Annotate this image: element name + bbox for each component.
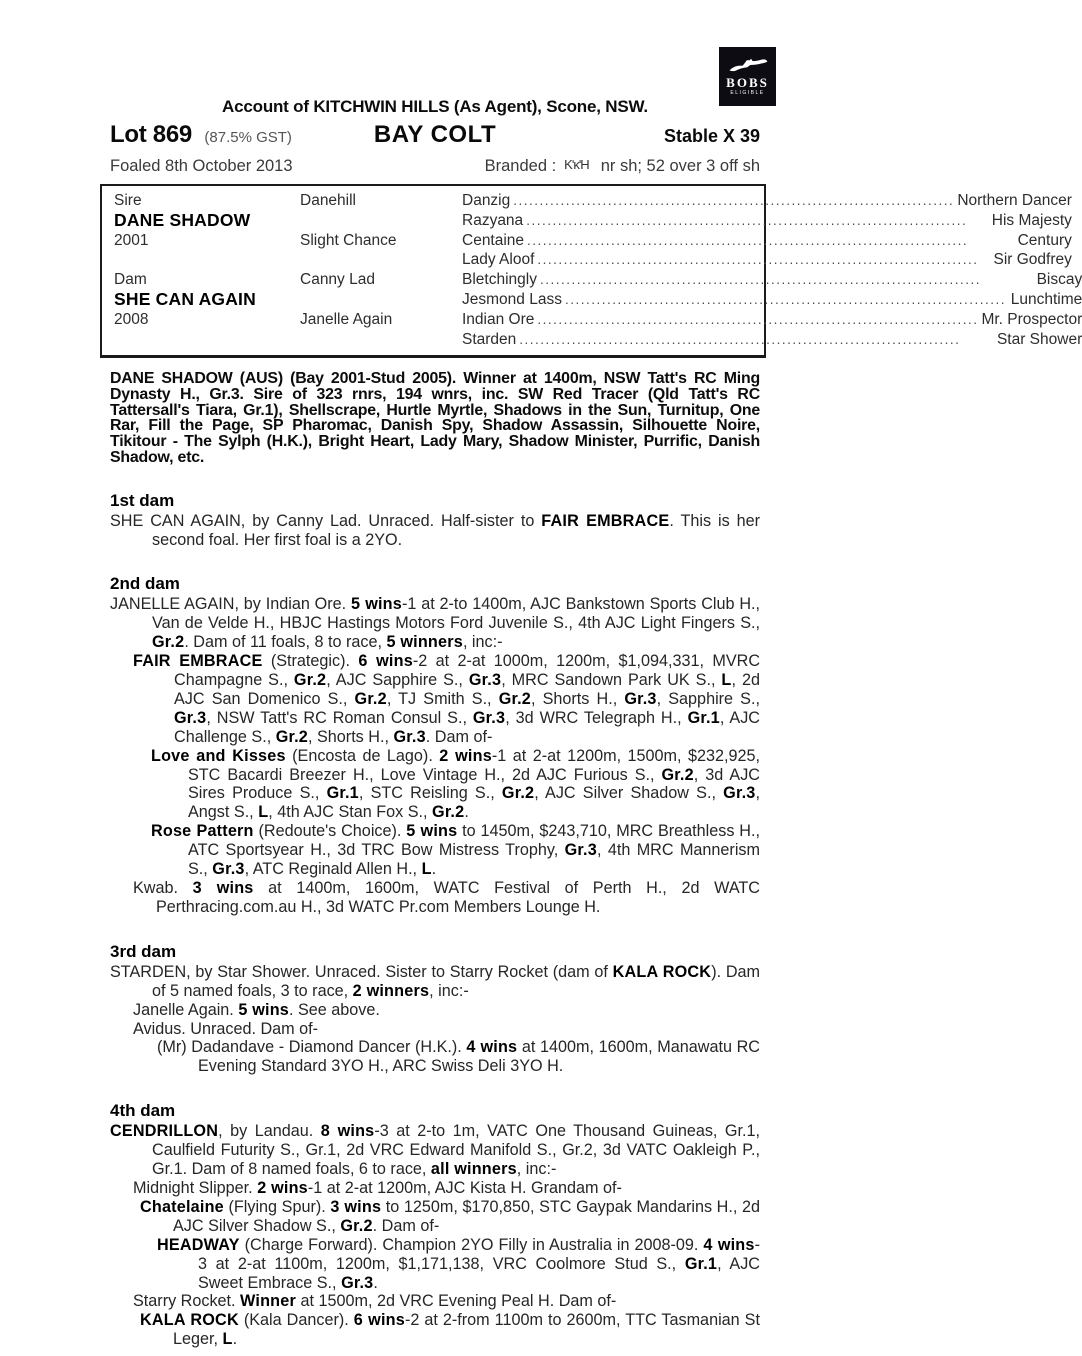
dam-section: [110, 942, 760, 1076]
dam-section: [110, 1101, 760, 1349]
ancestor-name: Lady Aloof: [462, 251, 535, 269]
text-run: Winner: [240, 1292, 296, 1311]
text-run: KALA ROCK: [612, 962, 712, 981]
text-run: (Charge Forward). Champion 2YO Filly in Australia in 2008-09.: [239, 1235, 704, 1254]
spacer: [300, 290, 462, 310]
dot-leader: [540, 270, 1034, 290]
branded-label: Branded :: [484, 157, 557, 175]
text-run: 3 wins: [192, 879, 254, 897]
text-run: Gr.3: [472, 708, 506, 727]
dam-year: 2008: [114, 310, 149, 328]
text-run: Gr.3: [564, 841, 597, 860]
lot-number-group: [110, 121, 292, 149]
text-run: Gr.2: [354, 689, 387, 708]
text-run: , by Landau.: [218, 1122, 321, 1141]
text-run: ). Dam of 5 named foals, 3 to race,: [152, 962, 760, 1000]
text-run: , inc:-: [516, 1160, 557, 1179]
text-run: at 1400m, 1600m, WATC Festival of Perth H., 2d WATC Perthracing.com.au H., 3d WATC Pr.com Members Lounge H.: [156, 879, 760, 916]
text-run: Gr.3: [393, 727, 426, 746]
text-run: , MRC Sandown Park UK S.,: [501, 671, 722, 690]
text-run: Chatelaine: [140, 1197, 224, 1216]
text-run: .: [232, 1330, 238, 1349]
dam-parents-column: [300, 270, 462, 349]
text-run: Gr.2: [275, 727, 308, 746]
text-run: , 4th AJC Stan Fox S.,: [268, 803, 433, 822]
sire-year: 2001: [114, 231, 149, 249]
text-run: , AJC Silver Shadow S.,: [534, 784, 724, 803]
dam-section-heading: 4th dam: [110, 1101, 176, 1121]
damdam-name: Janelle Again: [300, 310, 393, 328]
text-run: Midnight Slipper.: [133, 1178, 258, 1197]
meta-row: [110, 157, 760, 176]
ancestor-name: Razyana: [462, 211, 524, 229]
text-run: -1 at 2-at 1200m, AJC Kista H. Grandam of-: [307, 1178, 622, 1197]
sire-summary: DANE SHADOW (AUS) (Bay 2001-Stud 2005). Winner at 1400m, NSW Tatt's RC Ming Dynasty H., Gr.3. Sire of 323 rnrs, 194 wnrs, inc. SW Red Tracer (Qld Tatt's RC Tattersall's Tiara, Gr.1), Shellscrape, Hurtle Myrtle, Shadows in the Sun, Turnitup, One Rar, Fill the Page, SP Pharomac, Danish Spy, Shadow Assassin, Silhouette Noire, Tikitour - The Sylph (H.K.), Bright Heart, Lady Mary, Shadow Minister, Purrific, Danish Shadow, etc.: [110, 370, 760, 466]
text-run: . See above.: [289, 1000, 380, 1019]
dot-leader: [527, 231, 1015, 251]
text-run: Gr.2: [501, 784, 535, 803]
text-run: , Shorts H.,: [308, 727, 394, 746]
bobs-logo-subtext: ELIGIBLE: [730, 89, 765, 96]
lot-row: [110, 121, 760, 149]
text-run: .: [373, 1273, 378, 1292]
pedigree-paragraph: [110, 747, 760, 823]
dam-section: [110, 574, 760, 916]
ancestor-name: His Majesty: [991, 211, 1072, 229]
text-run: , Shorts H.,: [531, 689, 625, 708]
text-run: , AJC Challenge S.,: [174, 708, 760, 746]
text-run: SHE CAN AGAIN, by Canny Lad. Unraced. Half-sister to: [110, 511, 542, 530]
dot-leader: [537, 310, 978, 330]
text-run: Kwab.: [133, 879, 193, 897]
text-run: CENDRILLON: [110, 1122, 219, 1141]
pedigree-table: [100, 184, 1082, 358]
text-run: . Dam of-: [372, 1216, 440, 1235]
dot-leader: [537, 250, 990, 270]
sire-identity-column: [114, 191, 300, 270]
dam-ancestors-column: [462, 270, 1082, 349]
text-run: at 1400m, 1600m, Manawatu RC Evening Standard 3YO H., ARC Swiss Deli 3YO H.: [198, 1038, 760, 1076]
sire-role-label: Sire: [114, 192, 142, 209]
pedigree-paragraph: [110, 1038, 760, 1076]
text-run: Avidus. Unraced. Dam of-: [133, 1019, 319, 1038]
text-run: HEADWAY: [157, 1235, 240, 1254]
ancestor-name: Jesmond Lass: [462, 290, 562, 308]
text-run: Gr.3: [212, 860, 245, 879]
text-run: (Kala Dancer).: [238, 1311, 354, 1330]
pedigree-paragraph: [110, 879, 760, 917]
dot-leader: [513, 191, 954, 211]
text-run: , STC Reisling S.,: [358, 784, 502, 803]
sire-ancestors-column: [462, 191, 1072, 270]
foaled-date: Foaled 8th October 2013: [110, 157, 293, 175]
text-run: .: [431, 860, 437, 879]
sire-parents-column: [300, 191, 462, 270]
text-run: -3 at 2-at 1100m, 1200m, $1,171,138, VRC Coolmore Stud S.,: [198, 1235, 760, 1273]
spacer: [300, 211, 462, 231]
text-run: Gr.1: [326, 784, 359, 803]
text-run: FAIR EMBRACE: [133, 652, 263, 671]
text-run: , Angst S.,: [188, 784, 760, 822]
lot-number: Lot 869: [110, 121, 192, 148]
text-run: KALA ROCK: [140, 1311, 239, 1330]
text-run: , TJ Smith S.,: [386, 689, 499, 708]
brand-description: nr sh; 52 over 3 off sh: [600, 157, 760, 175]
text-run: .: [464, 803, 469, 822]
text-run: 5 winners: [386, 633, 463, 652]
text-run: -1 at 2-at 1200m, 1500m, $232,925, STC Bacardi Breezer H., Love Vintage H., 2d AJC Furious S.,: [188, 746, 760, 784]
text-run: 8 wins: [320, 1122, 375, 1141]
text-run: (Strategic).: [262, 652, 359, 671]
stable-number: Stable X 39: [663, 126, 760, 146]
text-run: , ATC Reginald Allen H.,: [244, 860, 422, 879]
text-run: Gr.3: [723, 784, 756, 803]
text-run: 6 wins: [358, 652, 413, 671]
text-run: Starry Rocket.: [133, 1292, 241, 1311]
text-run: 2 winners: [352, 981, 430, 1000]
ancestor-name: Starden: [462, 330, 517, 348]
text-run: -3 at 2-to 1m, VATC One Thousand Guineas, Gr.1, Caulfield Futurity S., Gr.1, 2d VRC Edward Manifold S., Gr.2, 3d VATC Oakleigh P., Gr.1. Dam of 8 named foals, 6 to race,: [152, 1122, 760, 1179]
dam-section-heading: 2nd dam: [110, 574, 180, 594]
ancestor-row: [462, 250, 1072, 270]
pedigree-paragraph: [110, 652, 760, 747]
text-run: Gr.1: [687, 708, 720, 727]
text-run: , 2d AJC San Domenico S.,: [174, 671, 760, 708]
pedigree-paragraph: [110, 512, 760, 550]
granddam-name: Slight Chance: [300, 231, 397, 249]
ancestor-name: Mr. Prospector: [981, 310, 1082, 328]
pedigree-paragraph: [110, 1179, 760, 1198]
text-run: 3 wins: [330, 1197, 382, 1216]
dot-leader: [565, 290, 1008, 310]
text-run: to 1450m, $243,710, MRC Breathless H., ATC Sportsyear H., 3d TRC Bow Mistress Trophy,: [188, 822, 760, 860]
text-run: 6 wins: [353, 1311, 405, 1330]
dam-role-label: Dam: [114, 271, 147, 289]
ancestor-name: Centaine: [462, 231, 525, 249]
text-run: -2 at 2-from 1100m to 2600m, TTC Tasmanian St Leger,: [173, 1311, 760, 1349]
dam-section: [110, 491, 760, 550]
text-run: Gr.3: [174, 708, 207, 727]
horse-icon: [726, 58, 770, 75]
text-run: L: [258, 803, 269, 822]
text-run: to 1250m, $170,850, STC Gaypak Mandarins H., 2d AJC Silver Shadow S.,: [173, 1197, 760, 1235]
text-run: Gr.3: [624, 689, 657, 708]
text-run: 2 wins: [257, 1178, 308, 1197]
text-run: , Sapphire S.,: [656, 689, 760, 708]
gst-note: (87.5% GST): [204, 129, 292, 146]
text-run: all winners: [430, 1160, 517, 1179]
text-run: Gr.2: [340, 1216, 373, 1235]
branding-info: [485, 157, 760, 176]
text-run: 4 wins: [466, 1038, 518, 1057]
text-run: Gr.2: [432, 803, 465, 822]
ancestor-row: [462, 231, 1072, 251]
ancestor-row: [462, 290, 1082, 310]
text-run: (Encosta de Lago).: [285, 746, 440, 765]
text-run: 5 wins: [238, 1000, 289, 1019]
ancestor-name: Biscay: [1036, 271, 1082, 289]
text-run: L: [721, 671, 732, 690]
text-run: FAIR EMBRACE: [541, 511, 670, 530]
text-run: , inc:-: [429, 981, 469, 1000]
text-run: 5 wins: [350, 595, 402, 614]
ancestor-row: [462, 270, 1082, 290]
ancestor-row: [462, 330, 1082, 350]
pedigree-paragraph: [110, 1122, 760, 1179]
ancestor-name: Century: [1017, 231, 1072, 249]
text-run: Gr.2: [498, 689, 531, 708]
dam-section-heading: 3rd dam: [110, 941, 177, 961]
ancestor-name: Sir Godfrey: [993, 251, 1072, 269]
horse-title: BAY COLT: [373, 121, 497, 148]
grandsire-name: Danehill: [300, 192, 357, 209]
text-run: Gr.2: [293, 671, 327, 690]
text-run: 2 wins: [439, 746, 492, 765]
sire-name: DANE SHADOW: [114, 209, 251, 230]
text-run: -1 at 2-to 1400m, AJC Bankstown Sports Club H., Van de Velde H., HBJC Hastings Motors Ford Juvenile S., 4th AJC Light Fingers S.,: [152, 595, 760, 633]
pedigree-paragraph: [110, 1236, 760, 1293]
text-run: Janelle Again.: [133, 1000, 239, 1019]
pedigree-paragraph: [110, 822, 760, 879]
dot-leader: [519, 330, 994, 350]
text-run: JANELLE AGAIN, by Indian Ore.: [110, 595, 351, 614]
ancestor-name: Star Shower: [996, 330, 1082, 348]
text-run: Gr.3: [468, 671, 502, 690]
text-run: STARDEN, by Star Shower. Unraced. Sister to Starry Rocket (dam of: [110, 962, 613, 981]
account-line: Account of KITCHWIN HILLS (As Agent), Scone, NSW.: [222, 97, 648, 116]
dot-leader: [526, 211, 989, 231]
ancestor-name: Bletchingly: [462, 271, 537, 289]
dam-name: SHE CAN AGAIN: [114, 288, 256, 309]
text-run: , AJC Sapphire S.,: [326, 671, 469, 690]
text-run: . Dam of-: [425, 727, 493, 746]
pedigree-paragraph: [110, 1292, 760, 1311]
pedigree-paragraph: [110, 1311, 760, 1349]
text-run: at 1500m, 2d VRC Evening Peal H. Dam of-: [295, 1292, 617, 1311]
text-run: . This is her second foal. Her first foal is a 2YO.: [152, 511, 761, 549]
pedigree-paragraph: [110, 1001, 760, 1020]
bobs-logo-text: BOBS: [726, 74, 769, 90]
text-run: (Mr) Dadandave - Diamond Dancer (H.K.).: [157, 1038, 467, 1057]
pedigree-paragraph: [110, 1198, 760, 1236]
text-run: L: [222, 1330, 233, 1349]
text-run: Rose Pattern: [151, 822, 254, 841]
text-run: -2 at 2-at 1000m, 1200m, $1,094,331, MVRC Champagne S.,: [174, 652, 761, 690]
pedigree-paragraph: [110, 963, 760, 1001]
dam-section-heading: 1st dam: [110, 490, 175, 510]
bobs-logo: [719, 47, 776, 106]
text-run: 4 wins: [703, 1235, 755, 1254]
sire-block: [114, 191, 1072, 270]
text-run: (Flying Spur).: [223, 1197, 331, 1216]
text-run: Gr.2: [661, 765, 694, 784]
ancestor-row: [462, 211, 1072, 231]
dam-sections: [110, 491, 760, 1350]
text-run: , 4th MRC Mannerism S.,: [188, 841, 760, 879]
text-run: Gr.2: [152, 633, 185, 652]
pedigree-paragraph: [110, 595, 760, 652]
ancestor-row: [462, 310, 1082, 330]
damsire-name: Canny Lad: [300, 271, 375, 289]
text-run: 5 wins: [406, 822, 458, 841]
ancestor-name: Indian Ore: [462, 310, 535, 328]
ancestor-name: Danzig: [462, 192, 511, 209]
text-run: , 3d WRC Telegraph H.,: [505, 708, 688, 727]
text-run: , NSW Tatt's RC Roman Consul S.,: [206, 708, 473, 727]
ancestor-row: [462, 191, 1072, 211]
ancestor-name: Lunchtime: [1010, 290, 1082, 308]
pedigree-paragraph: [110, 1020, 760, 1039]
text-run: Love and Kisses: [151, 746, 286, 765]
text-run: (Redoute's Choice).: [253, 822, 407, 841]
text-run: L: [421, 860, 432, 879]
text-run: . Dam of 11 foals, 8 to race,: [184, 633, 387, 652]
ancestor-name: Northern Dancer: [957, 192, 1072, 209]
text-run: , 3d AJC Sires Produce S.,: [188, 765, 760, 803]
text-run: Gr.3: [341, 1273, 374, 1292]
text-run: Gr.1: [684, 1254, 718, 1273]
text-run: , inc:-: [462, 633, 503, 652]
brand-mark-glyph: KʹĸʹH: [564, 157, 589, 172]
dam-identity-column: [114, 270, 300, 349]
text-run: , AJC Sweet Embrace S.,: [198, 1254, 760, 1292]
dam-block: [114, 270, 1082, 349]
